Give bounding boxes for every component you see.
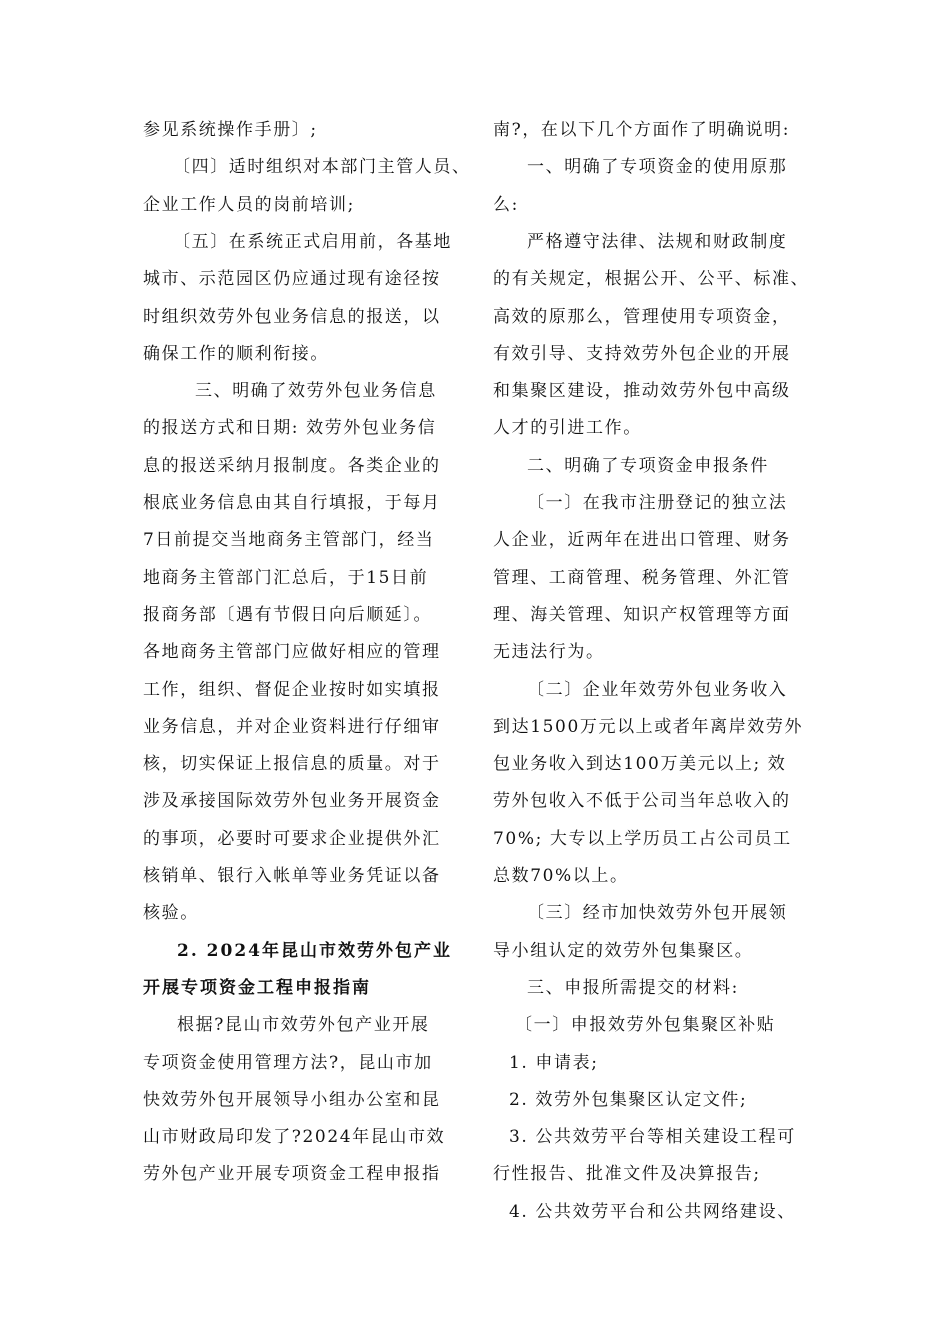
right-column-text-line: 1. 申请表; [509, 1052, 599, 1073]
right-column-text-line: 的有关规定，根据公开、公平、标准、 [493, 269, 810, 290]
left-column-text-line: 核验。 [143, 903, 199, 924]
right-column-text-line: 包业务收入到达100万美元以上; 效 [493, 754, 787, 775]
left-column-text-line: 的报送方式和日期: 效劳外包业务信 [143, 418, 437, 439]
left-column-text-line: 各地商务主管部门应做好相应的管理 [143, 642, 441, 663]
right-column-text-line: 〔三〕经市加快效劳外包开展领 [527, 903, 788, 924]
left-column-text-line: 核销单、银行入帐单等业务凭证以备 [143, 866, 441, 886]
left-column-text-line: 业务信息，并对企业资料进行仔细审 [143, 716, 441, 737]
right-column-text-line: 南?，在以下几个方面作了明确说明: [493, 120, 791, 140]
right-column-text-line: 到达1500万元以上或者年离岸效劳外 [493, 716, 804, 737]
section-heading-line: 2. 2024年昆山市效劳外包产业 [177, 940, 452, 961]
right-column-text-line: 2. 效劳外包集聚区认定文件; [509, 1089, 748, 1110]
section-heading-line: 开展专项资金工程申报指南 [143, 977, 371, 998]
left-column-text-line: 的事项，必要时可要求企业提供外汇 [143, 828, 441, 849]
left-column-text-line: 根底业务信息由其自行填报，于每月 [143, 493, 441, 513]
right-column-text-line: 人才的引进工作。 [493, 418, 642, 439]
left-column-text-line: 核，切实保证上报信息的质量。对于 [143, 754, 441, 775]
left-column-text-line: 城市、示范园区仍应通过现有途径按 [143, 269, 441, 290]
right-column-text-line: 总数70%以上。 [493, 866, 629, 886]
left-column-text-line: 确保工作的顺利衔接。 [143, 343, 329, 364]
left-column-text-line: 快效劳外包开展领导小组办公室和昆 [143, 1089, 441, 1110]
left-column-text-line: 7日前提交当地商务主管部门，经当 [143, 530, 435, 551]
right-column-text-line: 3. 公共效劳平台等相关建设工程可 [509, 1127, 796, 1148]
right-column-text-line: 有效引导、支持效劳外包企业的开展 [493, 343, 791, 364]
right-column-text-line: 么: [493, 194, 519, 215]
left-column-text-line: 三、明确了效劳外包业务信息 [195, 381, 437, 402]
left-column-text-line: 参见系统操作手册〕; [143, 120, 318, 140]
left-column-text-line: 工作，组织、督促企业按时如实填报 [143, 679, 441, 700]
right-column-text-line: 严格遵守法律、法规和财政制度 [527, 231, 788, 252]
right-column-text-line: 一、明确了专项资金的使用原那 [527, 157, 788, 178]
right-column-text-line: 〔一〕在我市注册登记的独立法 [527, 493, 788, 513]
left-column-text-line: 报商务部〔遇有节假日向后顺延〕。 [143, 604, 433, 625]
left-column-text-line: 劳外包产业开展专项资金工程申报指 [143, 1164, 441, 1185]
left-column-text-line: 〔五〕在系统正式启用前，各基地 [173, 231, 452, 252]
left-column-text-line: 〔四〕适时组织对本部门主管人员、 [173, 157, 471, 178]
right-column-text-line: 理、海关管理、知识产权管理等方面 [493, 604, 791, 625]
left-column-text-line: 地商务主管部门汇总后，于15日前 [143, 567, 429, 588]
right-column-text-line: 劳外包收入不低于公司当年总收入的 [493, 791, 791, 812]
right-column-text-line: 行性报告、批准文件及决算报告; [493, 1164, 761, 1185]
right-column-text-line: 和集聚区建设，推动效劳外包中高级 [493, 381, 791, 402]
left-column-text-line: 息的报送采纳月报制度。各类企业的 [143, 455, 441, 476]
right-column-text-line: 管理、工商管理、税务管理、外汇管 [493, 567, 791, 588]
right-column-text-line: 70%; 大专以上学历员工占公司员工 [493, 828, 792, 849]
right-column-text-line: 〔二〕企业年效劳外包业务收入 [527, 679, 788, 700]
left-column-text-line: 企业工作人员的岗前培训; [143, 194, 355, 215]
left-column-text-line: 涉及承接国际效劳外包业务开展资金 [143, 791, 441, 812]
right-column-text-line: 二、明确了专项资金申报条件 [527, 455, 769, 476]
right-column-text-line: 人企业，近两年在进出口管理、财务 [493, 530, 791, 551]
left-column-text-line: 山市财政局印发了?2024年昆山市效 [143, 1127, 446, 1148]
right-column-text-line: 三、申报所需提交的材料: [527, 977, 739, 998]
right-column-text-line: 无违法行为。 [493, 642, 605, 663]
right-column-text-line: 导小组认定的效劳外包集聚区。 [493, 940, 754, 961]
left-column-text-line: 时组织效劳外包业务信息的报送，以 [143, 306, 441, 327]
right-column-text-line: 高效的原那么，管理使用专项资金， [493, 306, 791, 327]
left-column-text-line: 专项资金使用管理方法?，昆山市加 [143, 1052, 433, 1073]
right-column-text-line: 〔一〕申报效劳外包集聚区补贴 [515, 1015, 776, 1036]
right-column-text-line: 4. 公共效劳平台和公共网络建设、 [509, 1201, 796, 1222]
left-column-text-line: 根据?昆山市效劳外包产业开展 [177, 1015, 430, 1036]
